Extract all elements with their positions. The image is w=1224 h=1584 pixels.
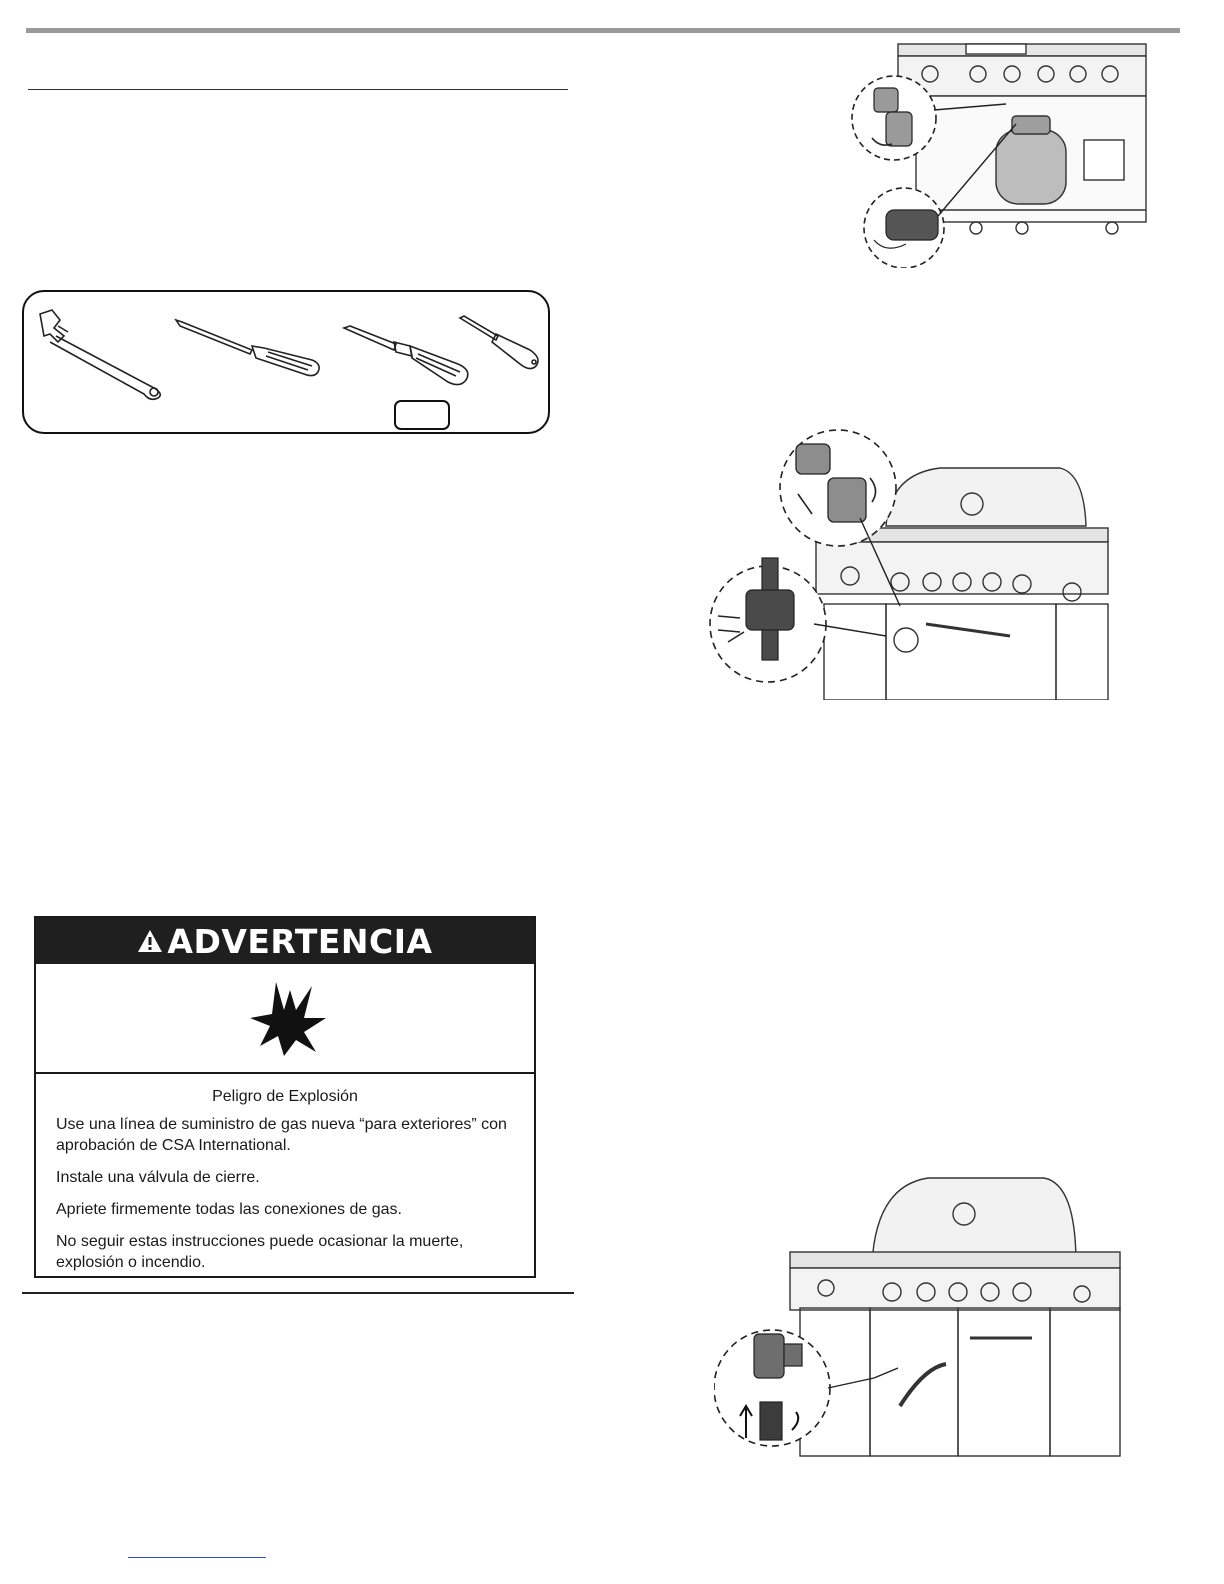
warning-symbol-area [36, 964, 534, 1074]
adjustable-wrench-icon [34, 306, 174, 402]
warning-header [36, 918, 534, 964]
warning-line-1: Use una línea de suministro de gas nueva “para exteriores” con aprobación de CSA International. [56, 1116, 507, 1154]
top-rule [26, 28, 1180, 33]
warning-line-4: No seguir estas instrucciones puede ocasionar la muerte, explosión o incendio. [56, 1233, 464, 1271]
warning-body [36, 1076, 534, 1284]
flat-screwdriver-icon [456, 312, 546, 376]
grill-lp-tank-illustration [846, 40, 1150, 268]
warning-line-2: Instale una válvula de cierre. [56, 1169, 260, 1186]
tool-size-tag [394, 400, 450, 430]
phillips-screwdriver-icon [172, 314, 324, 384]
warning-title: Peligro de Explosión [212, 1088, 358, 1105]
warning-header-label: ADVERTENCIA [167, 921, 433, 961]
grill-quick-disconnect-illustration [700, 418, 1110, 700]
warning-triangle-icon [137, 928, 163, 954]
section-rule [28, 89, 568, 90]
warning-line-3: Apriete firmemente todas las conexiones de gas. [56, 1201, 402, 1218]
warning-panel [34, 916, 536, 1278]
grill-gas-line-connection-illustration [714, 1168, 1124, 1468]
explosion-icon [246, 978, 330, 1058]
bottom-rule [22, 1292, 574, 1294]
footer-link-underline[interactable] [128, 1557, 266, 1558]
